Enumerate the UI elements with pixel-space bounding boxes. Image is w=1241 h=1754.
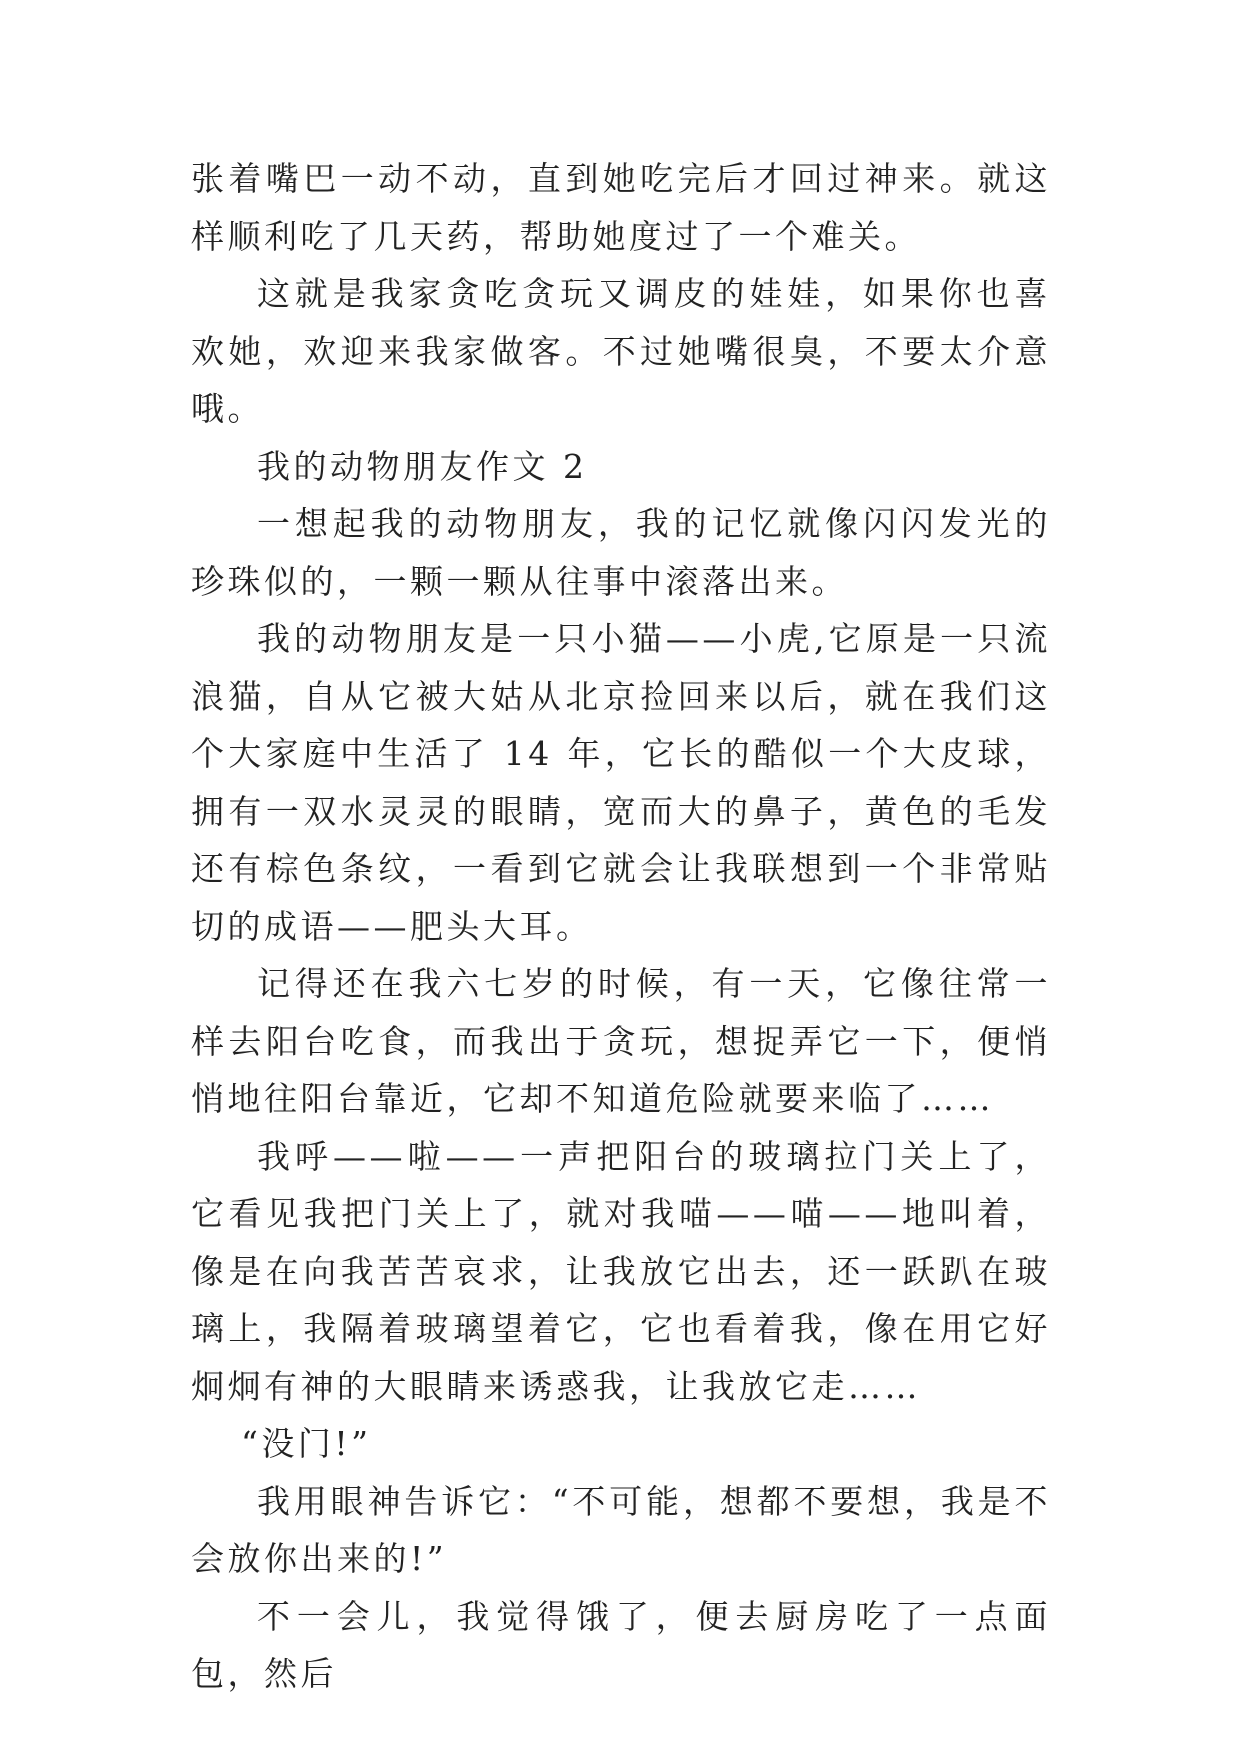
paragraph-quote: “没门!”	[241, 1424, 372, 1463]
paragraph-cat-description: 我的动物朋友是一只小猫——小虎,它原是一只流浪猫，自从它被大姑从北京捡回来以后，就在我们这个大家庭中生活了 14 年，它长的酷似一个大皮球，拥有一双水灵灵的眼睛，宽而大的鼻子，黄色的毛发还有棕色条纹，一看到它就会让我联想到一个非常贴切的成语——肥头大耳。	[191, 619, 1051, 946]
paragraph-continuation: 张着嘴巴一动不动，直到她吃完后才回过神来。就这样顺利吃了几天药，帮助她度过了一个难关。	[191, 159, 1051, 256]
paragraph-intro: 一想起我的动物朋友，我的记忆就像闪闪发光的珍珠似的，一颗一颗从往事中滚落出来。	[191, 504, 1051, 601]
essay-title: 我的动物朋友作文 2	[257, 446, 588, 486]
paragraph-door-closed: 我呼——啦——一声把阳台的玻璃拉门关上了，它看见我把门关上了，就对我喵——喵——地叫着，像是在向我苦苦哀求，让我放它出去，还一跃趴在玻璃上，我隔着玻璃望着它，它也看着我，像在用它好炯炯有神的大眼睛来诱惑我，让我放它走……	[191, 1136, 1051, 1406]
paragraph-hungry: 不一会儿，我觉得饿了，便去厨房吃了一点面包，然后	[191, 1596, 1051, 1693]
paragraph-refusal: 我用眼神告诉它：“不可能，想都不要想，我是不会放你出来的!”	[191, 1481, 1051, 1578]
paragraph-balcony-story: 记得还在我六七岁的时候，有一天，它像往常一样去阳台吃食，而我出于贪玩，想捉弄它一下，便悄悄地往阳台靠近，它却不知道危险就要来临了……	[191, 964, 1051, 1118]
paragraph-doll-summary: 这就是我家贪吃贪玩又调皮的娃娃，如果你也喜欢她，欢迎来我家做客。不过她嘴很臭，不要太介意哦。	[191, 274, 1051, 428]
document-body	[191, 150, 1051, 1703]
